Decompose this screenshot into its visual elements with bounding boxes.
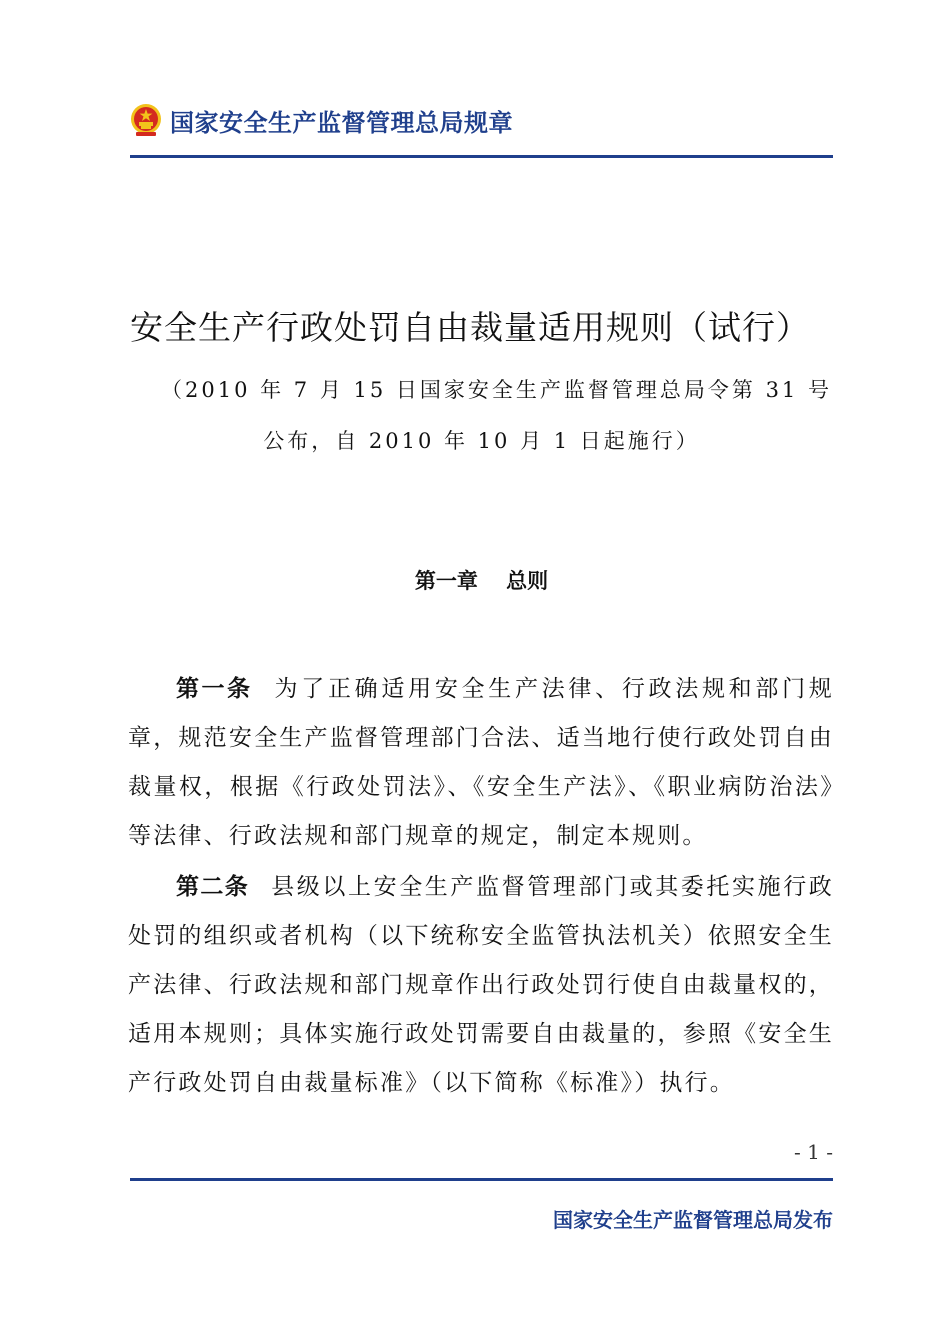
subtitle-line-2: 公布，自 2010 年 10 月 1 日起施行） xyxy=(263,429,700,453)
subtitle-line-1: （2010 年 7 月 15 日国家安全生产监督管理总局令第 31 号 xyxy=(161,378,832,402)
footer-divider xyxy=(130,1178,833,1181)
page-number: - 1 - xyxy=(794,1140,833,1164)
article-1-label: 第一条 xyxy=(176,676,253,702)
article-1 xyxy=(128,665,834,861)
page-header xyxy=(130,98,513,142)
article-2-label: 第二条 xyxy=(176,874,250,900)
footer-publisher: 国家安全生产监督管理总局发布 xyxy=(553,1208,833,1232)
national-emblem-icon xyxy=(130,103,162,137)
header-divider xyxy=(130,155,833,158)
article-2 xyxy=(128,863,834,1108)
document-title: 安全生产行政处罚自由裁量适用规则（试行） xyxy=(130,308,810,347)
header-title: 国家安全生产监督管理总局规章 xyxy=(170,108,513,137)
article-2-text: 县级以上安全生产监督管理部门或其委托实施行政处罚的组织或者机构（以下统称安全监管执法机关）依照安全生产法律、行政法规和部门规章作出行政处罚行使自由裁量权的，适用本规则；具体实施行政处罚需要自由裁量的，参照《安全生产行政处罚自由裁量标准》（以下简称《标准》）执行。 xyxy=(128,874,834,1096)
article-1-text: 为了正确适用安全生产法律、行政法规和部门规章，规范安全生产监督管理部门合法、适当地行使行政处罚自由裁量权，根据《行政处罚法》、《安全生产法》、《职业病防治法》等法律、行政法规和部门规章的规定，制定本规则。 xyxy=(128,676,835,849)
chapter-heading: 第一章 总则 xyxy=(414,569,549,593)
